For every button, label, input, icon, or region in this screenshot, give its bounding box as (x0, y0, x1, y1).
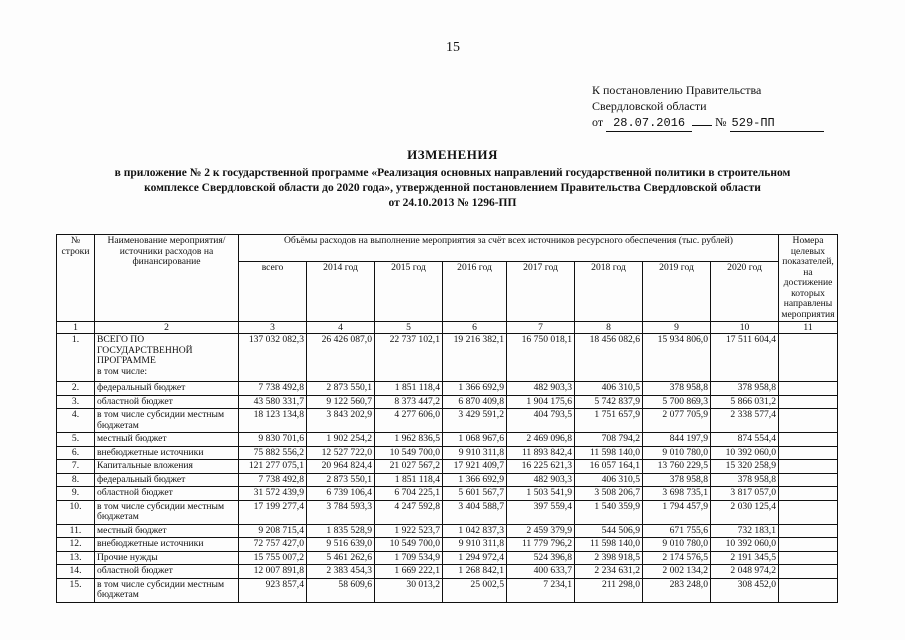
value-cell: 11 779 796,2 (507, 538, 575, 552)
row-name-cell (95, 500, 239, 524)
header-name: Наименование мероприятия/источники расходов на финансирование (95, 235, 239, 322)
value-cell: 3 843 202,9 (307, 409, 375, 433)
row-number: 14. (57, 565, 95, 579)
header-2014: 2014 год (307, 262, 375, 322)
row-name-cell (95, 460, 239, 474)
value-cell: 671 755,6 (643, 524, 711, 538)
table-row (57, 382, 838, 396)
header-2019: 2019 год (643, 262, 711, 322)
value-cell: 16 750 018,1 (507, 334, 575, 382)
header-total: всего (239, 262, 307, 322)
value-cell: 1 794 457,9 (643, 500, 711, 524)
row-number: 5. (57, 433, 95, 447)
value-cell: 75 882 556,2 (239, 446, 307, 460)
value-cell: 1 669 222,1 (375, 565, 443, 579)
row-name: областной бюджет (97, 565, 173, 576)
value-cell: 397 559,4 (507, 500, 575, 524)
value-cell: 10 549 700,0 (375, 538, 443, 552)
value-cell: 5 461 262,6 (307, 551, 375, 565)
appendix-line-3 (592, 114, 824, 132)
header-volumes: Объёмы расходов на выполнение мероприятия за счёт всех источников ресурсного обеспечения (тыс. рублей) (239, 235, 779, 262)
value-cell: 26 426 087,0 (307, 334, 375, 382)
indicator-cell (779, 433, 838, 447)
value-cell: 1 922 523,7 (375, 524, 443, 538)
value-cell: 378 958,8 (643, 382, 711, 396)
value-cell: 10 549 700,0 (375, 446, 443, 460)
row-name-cell (95, 565, 239, 579)
value-cell: 378 958,8 (643, 473, 711, 487)
row-name-cell (95, 487, 239, 501)
value-cell: 1 835 528,9 (307, 524, 375, 538)
table-row (57, 500, 838, 524)
row-number: 6. (57, 446, 95, 460)
value-cell: 1 366 692,9 (443, 473, 507, 487)
value-cell: 211 298,0 (575, 578, 643, 602)
value-cell: 1 366 692,9 (443, 382, 507, 396)
row-name-cell (95, 395, 239, 409)
indicator-cell (779, 538, 838, 552)
table-row (57, 487, 838, 501)
row-number: 4. (57, 409, 95, 433)
header-2016: 2016 год (443, 262, 507, 322)
indicator-cell (779, 524, 838, 538)
value-cell: 17 921 409,7 (443, 460, 507, 474)
value-cell: 1 751 657,9 (575, 409, 643, 433)
table-row (57, 473, 838, 487)
value-cell: 8 373 447,2 (375, 395, 443, 409)
document-title (55, 147, 850, 211)
value-cell: 544 506,9 (575, 524, 643, 538)
indicator-cell (779, 446, 838, 460)
indicator-cell (779, 395, 838, 409)
row-subtitle: в том числе: (97, 365, 148, 377)
value-cell: 13 760 229,5 (643, 460, 711, 474)
value-cell: 283 248,0 (643, 578, 711, 602)
value-cell: 12 527 722,0 (307, 446, 375, 460)
row-number: 1. (57, 334, 95, 382)
value-cell: 708 794,2 (575, 433, 643, 447)
value-cell: 20 964 824,4 (307, 460, 375, 474)
table-row (57, 524, 838, 538)
indicator-cell (779, 473, 838, 487)
column-number-row (57, 322, 838, 334)
row-name-cell (95, 334, 239, 382)
value-cell: 11 893 842,4 (507, 446, 575, 460)
column-number: 8 (575, 322, 643, 334)
value-cell: 2 459 379,9 (507, 524, 575, 538)
value-cell: 524 396,8 (507, 551, 575, 565)
value-cell: 5 700 869,3 (643, 395, 711, 409)
indicator-cell (779, 460, 838, 474)
value-cell: 2 191 345,5 (711, 551, 779, 565)
appendix-line-1: К постановлению Правительства (592, 83, 762, 97)
row-name: областной бюджет (97, 395, 173, 407)
row-name: местный бюджет (97, 524, 167, 536)
value-cell: 378 958,8 (711, 382, 779, 396)
table-row (57, 446, 838, 460)
row-name: областной бюджет (97, 487, 173, 498)
value-cell: 2 002 134,2 (643, 565, 711, 579)
value-cell: 378 958,8 (711, 473, 779, 487)
appendix-reference (592, 82, 824, 132)
value-cell: 406 310,5 (575, 473, 643, 487)
value-cell: 4 277 606,0 (375, 409, 443, 433)
value-cell: 844 197,9 (643, 433, 711, 447)
value-cell: 9 516 639,0 (307, 538, 375, 552)
value-cell: 2 469 096,8 (507, 433, 575, 447)
column-number: 11 (779, 322, 838, 334)
table-row (57, 433, 838, 447)
column-number: 9 (643, 322, 711, 334)
value-cell: 9 010 780,0 (643, 446, 711, 460)
column-number: 1 (57, 322, 95, 334)
value-cell: 15 755 007,2 (239, 551, 307, 565)
value-cell: 732 183,1 (711, 524, 779, 538)
value-cell: 874 554,4 (711, 433, 779, 447)
row-name: Капитальные вложения (97, 460, 193, 471)
value-cell: 482 903,3 (507, 382, 575, 396)
row-name-cell (95, 409, 239, 433)
title-line-3: от 24.10.2013 № 1296-ПП (388, 197, 517, 209)
row-name: ВСЕГО ПО ГОСУДАРСТВЕННОЙ ПРОГРАММЕ (97, 334, 193, 366)
column-number: 4 (307, 322, 375, 334)
value-cell: 43 580 331,7 (239, 395, 307, 409)
value-cell: 2 873 550,1 (307, 382, 375, 396)
row-name: в том числе субсидии местным бюджетам (97, 500, 225, 522)
table-row (57, 409, 838, 433)
value-cell: 3 698 735,1 (643, 487, 711, 501)
row-number: 3. (57, 395, 95, 409)
from-label: от (592, 115, 604, 129)
row-number: 11. (57, 524, 95, 538)
value-cell: 17 511 604,4 (711, 334, 779, 382)
value-cell: 3 429 591,2 (443, 409, 507, 433)
value-cell: 3 817 057,0 (711, 487, 779, 501)
decree-number: 529-ПП (730, 115, 824, 132)
value-cell: 5 866 031,2 (711, 395, 779, 409)
row-name-cell (95, 382, 239, 396)
value-cell: 18 456 082,6 (575, 334, 643, 382)
row-number: 7. (57, 460, 95, 474)
row-number: 12. (57, 538, 95, 552)
value-cell: 15 934 806,0 (643, 334, 711, 382)
row-name: внебюджетные источники (97, 538, 204, 549)
header-2020: 2020 год (711, 262, 779, 322)
value-cell: 137 032 082,3 (239, 334, 307, 382)
value-cell: 18 123 134,8 (239, 409, 307, 433)
value-cell: 923 857,4 (239, 578, 307, 602)
value-cell: 2 398 918,5 (575, 551, 643, 565)
row-name: внебюджетные источники (97, 446, 204, 458)
value-cell: 9 122 560,7 (307, 395, 375, 409)
number-label: № (715, 115, 727, 129)
indicator-cell (779, 409, 838, 433)
value-cell: 1 068 967,6 (443, 433, 507, 447)
value-cell: 1 540 359,9 (575, 500, 643, 524)
row-number: 8. (57, 473, 95, 487)
header-indicators: Номера целевых показателей, на достижение которых направлены мероприятия (779, 235, 838, 322)
row-name-cell (95, 538, 239, 552)
column-number: 5 (375, 322, 443, 334)
value-cell: 6 704 225,1 (375, 487, 443, 501)
row-name: федеральный бюджет (97, 382, 186, 393)
value-cell: 1 042 837,3 (443, 524, 507, 538)
indicator-cell (779, 578, 838, 602)
title-line-2: комплексе Свердловской области до 2020 года», утвержденной постановлением Правительства Свердловской области (144, 182, 761, 194)
value-cell: 1 294 972,4 (443, 551, 507, 565)
row-number: 15. (57, 578, 95, 602)
value-cell: 3 508 206,7 (575, 487, 643, 501)
value-cell: 15 320 258,9 (711, 460, 779, 474)
value-cell: 6 870 409,8 (443, 395, 507, 409)
row-name-cell (95, 446, 239, 460)
expenditure-table (56, 234, 838, 603)
row-name: местный бюджет (97, 433, 167, 444)
value-cell: 1 503 541,9 (507, 487, 575, 501)
value-cell: 7 738 492,8 (239, 473, 307, 487)
header-2015: 2015 год (375, 262, 443, 322)
table-row (57, 551, 838, 565)
decree-date: 28.07.2016 (606, 115, 692, 132)
row-name: в том числе субсидии местным бюджетам (97, 409, 225, 431)
value-cell: 1 851 118,4 (375, 473, 443, 487)
indicator-cell (779, 551, 838, 565)
value-cell: 16 225 621,3 (507, 460, 575, 474)
value-cell: 1 709 534,9 (375, 551, 443, 565)
value-cell: 2 174 576,5 (643, 551, 711, 565)
value-cell: 3 404 588,7 (443, 500, 507, 524)
indicator-cell (779, 382, 838, 396)
value-cell: 2 234 631,2 (575, 565, 643, 579)
row-name-cell (95, 578, 239, 602)
column-number: 2 (95, 322, 239, 334)
column-number: 6 (443, 322, 507, 334)
value-cell: 4 247 592,8 (375, 500, 443, 524)
value-cell: 10 392 060,0 (711, 538, 779, 552)
table-row (57, 334, 838, 382)
row-name: федеральный бюджет (97, 473, 186, 485)
header-2018: 2018 год (575, 262, 643, 322)
value-cell: 16 057 164,1 (575, 460, 643, 474)
value-cell: 7 234,1 (507, 578, 575, 602)
row-name-cell (95, 551, 239, 565)
value-cell: 11 598 140,0 (575, 446, 643, 460)
value-cell: 308 452,0 (711, 578, 779, 602)
row-name-cell (95, 433, 239, 447)
value-cell: 2 873 550,1 (307, 473, 375, 487)
value-cell: 10 392 060,0 (711, 446, 779, 460)
row-name: Прочие нужды (97, 551, 158, 563)
value-cell: 9 910 311,8 (443, 446, 507, 460)
value-cell: 25 002,5 (443, 578, 507, 602)
header-row-number: № строки (57, 235, 95, 322)
value-cell: 121 277 075,1 (239, 460, 307, 474)
value-cell: 3 784 593,3 (307, 500, 375, 524)
indicator-cell (779, 334, 838, 382)
value-cell: 17 199 277,4 (239, 500, 307, 524)
page-number: 15 (446, 40, 460, 55)
value-cell: 72 757 427,0 (239, 538, 307, 552)
row-name-cell (95, 473, 239, 487)
column-number: 7 (507, 322, 575, 334)
table-row (57, 565, 838, 579)
value-cell: 5 601 567,7 (443, 487, 507, 501)
indicator-cell (779, 487, 838, 501)
indicator-cell (779, 500, 838, 524)
indicator-cell (779, 565, 838, 579)
header-2017: 2017 год (507, 262, 575, 322)
value-cell: 1 851 118,4 (375, 382, 443, 396)
value-cell: 31 572 439,9 (239, 487, 307, 501)
row-name-cell (95, 524, 239, 538)
value-cell: 2 077 705,9 (643, 409, 711, 433)
value-cell: 11 598 140,0 (575, 538, 643, 552)
value-cell: 1 268 842,1 (443, 565, 507, 579)
column-number: 10 (711, 322, 779, 334)
row-number: 10. (57, 500, 95, 524)
value-cell: 21 027 567,2 (375, 460, 443, 474)
column-number: 3 (239, 322, 307, 334)
row-name: в том числе субсидии местным бюджетам (97, 578, 225, 600)
row-number: 13. (57, 551, 95, 565)
value-cell: 30 013,2 (375, 578, 443, 602)
value-cell: 5 742 837,9 (575, 395, 643, 409)
value-cell: 12 007 891,8 (239, 565, 307, 579)
value-cell: 9 208 715,4 (239, 524, 307, 538)
title-line-1: в приложение № 2 к государственной программе «Реализация основных направлений государственной политики в строительном (114, 167, 791, 179)
row-number: 2. (57, 382, 95, 396)
value-cell: 404 793,5 (507, 409, 575, 433)
value-cell: 9 910 311,8 (443, 538, 507, 552)
table-row (57, 578, 838, 602)
value-cell: 2 338 577,4 (711, 409, 779, 433)
value-cell: 6 739 106,4 (307, 487, 375, 501)
value-cell: 9 010 780,0 (643, 538, 711, 552)
value-cell: 22 737 102,1 (375, 334, 443, 382)
value-cell: 2 030 125,4 (711, 500, 779, 524)
value-cell: 1 962 836,5 (375, 433, 443, 447)
value-cell: 2 048 974,2 (711, 565, 779, 579)
value-cell: 400 633,7 (507, 565, 575, 579)
title-heading: ИЗМЕНЕНИЯ (407, 147, 498, 162)
table-row (57, 460, 838, 474)
value-cell: 19 216 382,1 (443, 334, 507, 382)
value-cell: 2 383 454,3 (307, 565, 375, 579)
row-number: 9. (57, 487, 95, 501)
value-cell: 482 903,3 (507, 473, 575, 487)
appendix-line-2: Свердловской области (592, 99, 707, 113)
value-cell: 1 904 175,6 (507, 395, 575, 409)
table-row (57, 395, 838, 409)
value-cell: 1 902 254,2 (307, 433, 375, 447)
value-cell: 9 830 701,6 (239, 433, 307, 447)
value-cell: 7 738 492,8 (239, 382, 307, 396)
table-row (57, 538, 838, 552)
value-cell: 58 609,6 (307, 578, 375, 602)
value-cell: 406 310,5 (575, 382, 643, 396)
